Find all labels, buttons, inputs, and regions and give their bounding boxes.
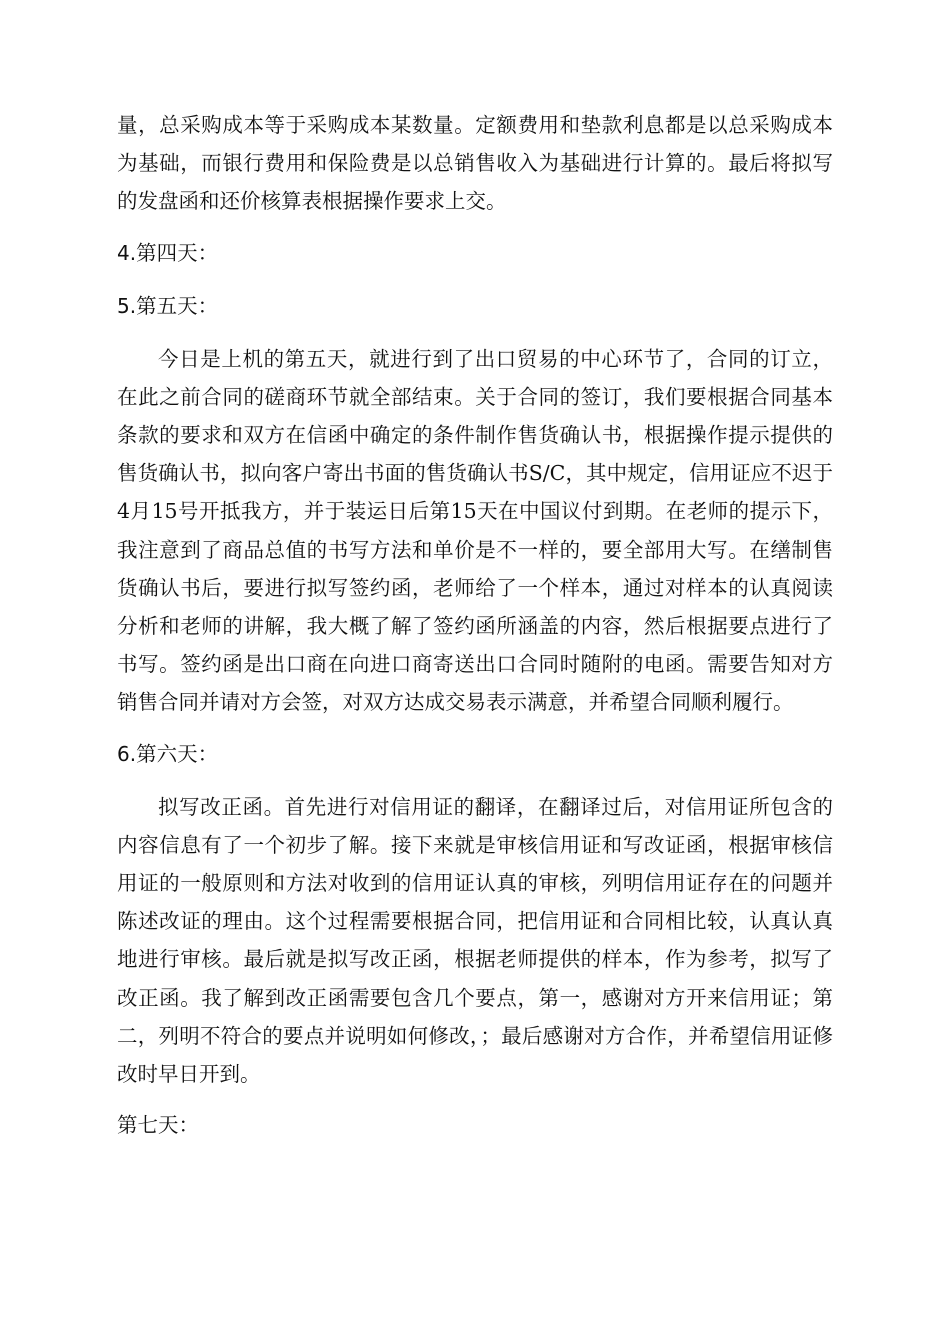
day6-paragraph: 拟写改正函。首先进行对信用证的翻译，在翻译过后，对信用证所包含的内容信息有了一个初步了解。接下来就是审核信用证和写改证函，根据审核信用证的一般原则和方法对收到的信用证认真的审核，列明信用证存在的问题并陈述改证的理由。这个过程需要根据合同，把信用证和合同相比较，认真认真地进行审核。最后就是拟写改正函，根据老师提供的样本，作为参考，拟写了改正函。我了解到改正函需要包含几个要点，第一，感谢对方开来信用证；第二，列明不符合的要点并说明如何修改，；最后感谢对方合作，并希望信用证修改时早日开到。 — [117, 794, 833, 1087]
day6-label: 第六天： — [136, 741, 219, 766]
intro-paragraph: 量，总采购成本等于采购成本某数量。定额费用和垫款利息都是以总采购成本为基础，而银行费用和保险费是以总销售收入为基础进行计算的。最后将拟写的发盘函和还价核算表根据操作要求上交。 — [117, 113, 833, 214]
day5-heading — [117, 287, 833, 325]
day5-label: 第五天： — [136, 293, 219, 318]
day6-heading — [117, 735, 833, 773]
day6-number: 6. — [117, 741, 137, 766]
document-page — [117, 106, 833, 1144]
day5-number: 5. — [117, 293, 137, 318]
day4-label: 第四天： — [136, 240, 219, 265]
day4-heading — [117, 234, 833, 272]
day5-paragraph: 今日是上机的第五天，就进行到了出口贸易的中心环节了，合同的订立，在此之前合同的磋商环节就全部结束。关于合同的签订，我们要根据合同基本条款的要求和双方在信函中确定的条件制作售货确认书，根据操作提示提供的售货确认书，拟向客户寄出书面的售货确认书S/C，其中规定，信用证应不迟于4月15号开抵我方，并于装运日后第15天在中国议付到期。在老师的提示下，我注意到了商品总值的书写方法和单价是不一样的，要全部用大写。在缮制售货确认书后，要进行拟写签约函，老师给了一个样本，通过对样本的认真阅读分析和老师的讲解，我大概了解了签约函所涵盖的内容，然后根据要点进行了书写。签约函是出口商在向进口商寄送出口合同时随附的电函。需要告知对方销售合同并请对方会签，对双方达成交易表示满意，并希望合同顺利履行。 — [117, 346, 833, 715]
day7-heading: 第七天： — [117, 1113, 199, 1138]
day4-number: 4. — [117, 240, 137, 265]
